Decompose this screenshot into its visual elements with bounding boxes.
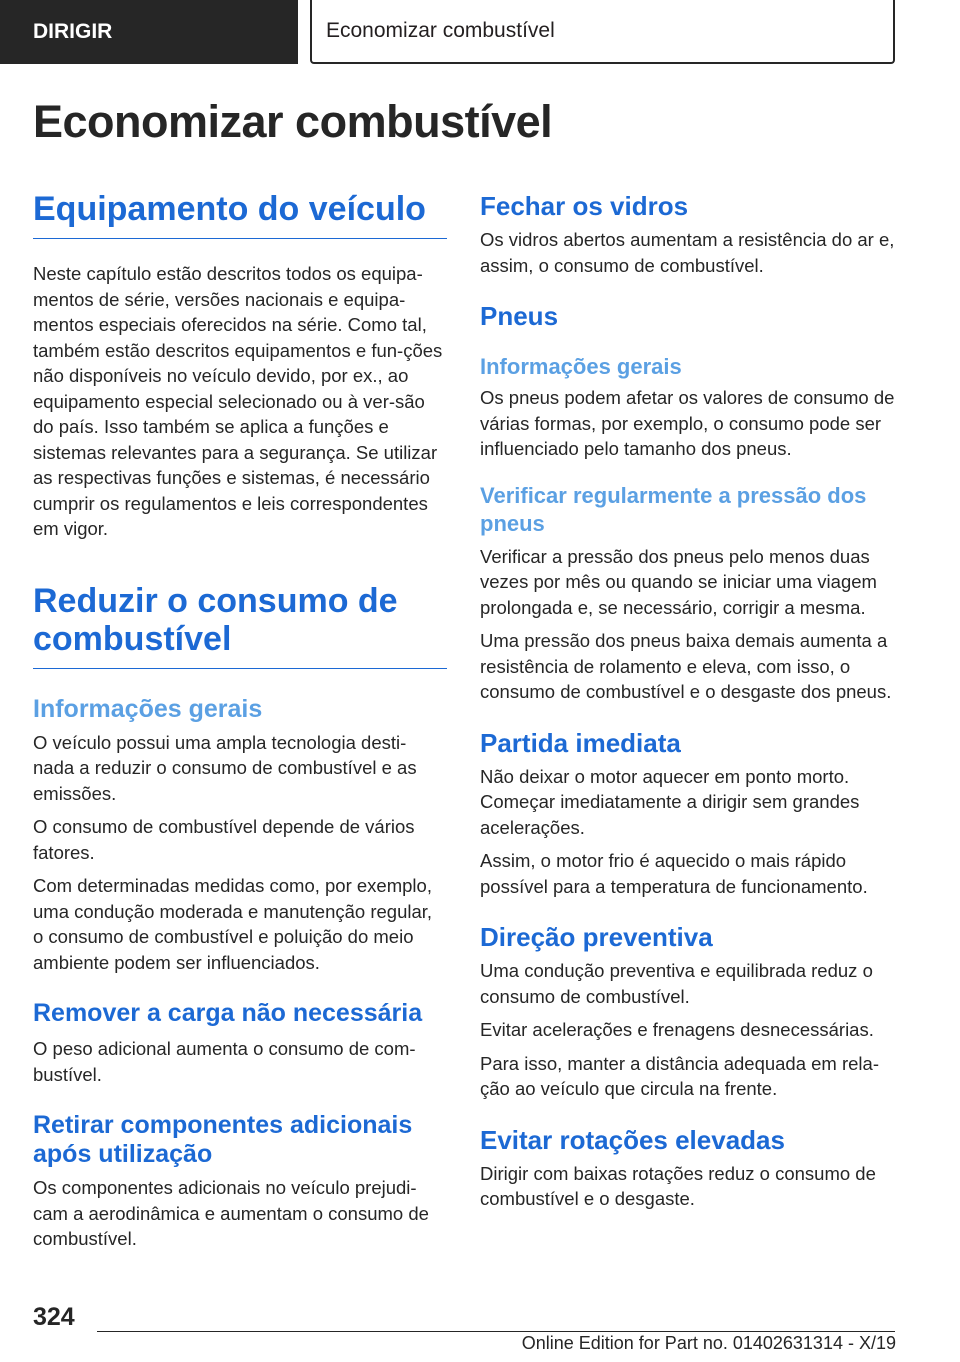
- edition-note: Online Edition for Part no. 01402631314 - X/19: [521, 1333, 896, 1353]
- footer-divider: [97, 1331, 895, 1332]
- paragraph-drive-2: Evitar acelerações e frenagens desnecessárias.: [480, 1019, 874, 1040]
- section-header: [310, 0, 895, 64]
- heading-immediate-start: Partida imediata: [480, 727, 681, 758]
- paragraph-info-3: Com determinadas medidas como, por exemplo, uma condução moderada e manutenção regular, o consumo de combustível e poluição do meio ambiente podem ser influenciados.: [33, 875, 433, 973]
- heading-remove-components: Retirar componentes adicionais após utilização: [33, 1111, 413, 1168]
- heading-general-info: Informações gerais: [33, 694, 263, 723]
- paragraph-close-windows: Os vidros abertos aumentam a resistência do ar e, assim, o consumo de combustível.: [480, 229, 895, 276]
- heading-tires: Pneus: [480, 301, 559, 331]
- paragraph-drive-3: Para isso, manter a distância adequada em rela-ção ao veículo que circula na frente.: [480, 1052, 879, 1099]
- paragraph-info-1: O veículo possui uma ampla tecnologia desti-nada a reduzir o consumo de combustível e as emissões.: [33, 731, 417, 804]
- chapter-tab[interactable]: [0, 0, 298, 64]
- paragraph-drive-1: Uma condução preventiva e equilibrada reduz o consumo de combustível.: [480, 960, 873, 1007]
- paragraph-pressure-1: Verificar a pressão dos pneus pelo menos duas vezes por mês ou quando se iniciar uma viagem prolongada e, se necessário, corrigir a mesma.: [480, 545, 877, 618]
- heading-preventive-driving: Direção preventiva: [480, 922, 713, 952]
- paragraph-avoid-high-rpm: Dirigir com baixas rotações reduz o consumo de combustível e o desgaste.: [480, 1162, 876, 1209]
- right-column: [480, 192, 898, 1212]
- heading-remove-load: Remover a carga não necessária: [33, 999, 423, 1027]
- paragraph-start-1: Não deixar o motor aquecer em ponto morto. Começar imediatamente a dirigir sem grandes acelerações.: [480, 765, 860, 838]
- heading-reduce-consumption: Reduzir o consumo de combustível: [33, 582, 447, 669]
- paragraph-info-2: O consumo de combustível depende de vários fatores.: [33, 816, 415, 863]
- left-column: [33, 190, 447, 1252]
- page-title: Economizar combustível: [33, 96, 553, 147]
- paragraph-equipment: Neste capítulo estão descritos todos os equipa-mentos de série, versões nacionais e equipa-mentos especiais oferecidos na série. Como tal, também estão descritos equipamentos e fun-ções não disponíveis no veículo devido, por ex., ao equipamento especial selecionado ou à ver-são do país. Isso também se aplica a funções e sistemas relevantes para a segurança. Se utilizar as respectivas funções e sistemas, é necessário cumprir os regulamentos e leis correspondentes em vigor.: [33, 263, 443, 539]
- paragraph-remove-load: O peso adicional aumenta o consumo de com-bustível.: [33, 1038, 416, 1085]
- page-number: 324: [33, 1303, 75, 1331]
- heading-equipment: Equipamento do veículo: [33, 190, 447, 239]
- paragraph-tires-info: Os pneus podem afetar os valores de consumo de várias formas, por exemplo, o consumo pode ser influenciado pelo tamanho dos pneus.: [480, 387, 895, 459]
- heading-avoid-high-rpm: Evitar rotações elevadas: [480, 1124, 785, 1155]
- chapter-label: DIRIGIR: [33, 20, 113, 43]
- section-label: Economizar combustível: [326, 19, 555, 42]
- paragraph-remove-components: Os componentes adicionais no veículo prejudi-cam a aerodinâmica e aumentam o consumo de combustível.: [33, 1177, 429, 1249]
- paragraph-pressure-2: Uma pressão dos pneus baixa demais aumenta a resistência de rolamento e eleva, com isso, o consumo de combustível e o desgaste dos pneus.: [480, 630, 892, 702]
- heading-close-windows: Fechar os vidros: [480, 191, 689, 221]
- heading-check-pressure: Verificar regularmente a pressão dos pneus: [480, 482, 867, 536]
- paragraph-start-2: Assim, o motor frio é aquecido o mais rápido possível para a temperatura de funcionamento.: [480, 850, 868, 897]
- heading-tires-info: Informações gerais: [480, 354, 682, 379]
